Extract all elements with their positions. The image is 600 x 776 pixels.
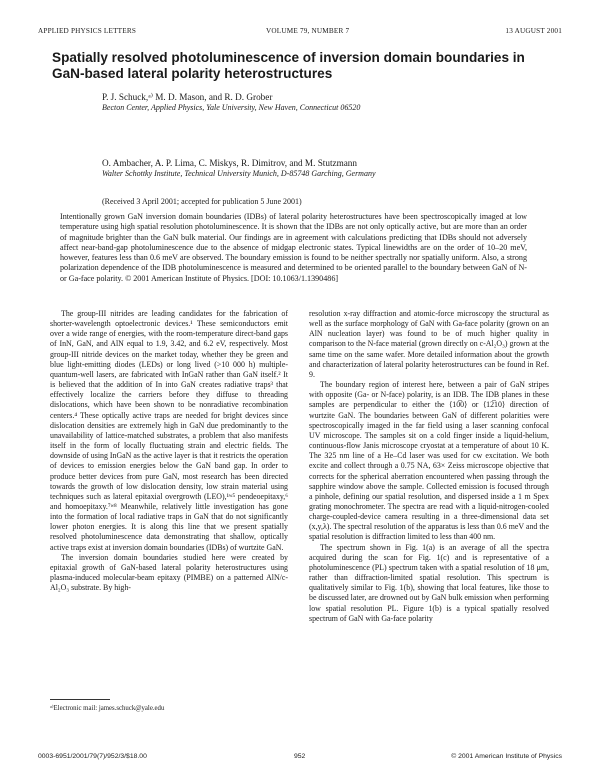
issue-date: 13 AUGUST 2001: [505, 27, 562, 35]
body-column-right: [309, 309, 549, 624]
body-paragraph: The inversion domain boundaries studied here were created by epitaxial growth of GaN-based lateral polarity heterostructures using plasma-induced molecular-beam epitaxy (PIMBE) on a patterned AlN/c-Al₂O₃ substrate. By high-: [50, 552, 288, 593]
body-paragraph: resolution x-ray diffraction and atomic-force microscopy the structural as well as the surface morphology of GaN with Ga-face polarity (grown on an AlN nucleation layer) was found to be of much higher quality in comparison to the N-face material (grown directly on c-Al₂O₃) grown at the same time on the same wafer. More detailed information about the growth and characterization of lateral polarity heterostructures can be found in Ref. 9.: [309, 309, 549, 379]
page-footer: [38, 753, 562, 763]
copyright-notice: © 2001 American Institute of Physics: [451, 753, 562, 760]
body-column-left: [50, 309, 288, 593]
running-head: [38, 27, 562, 37]
received-dates: (Received 3 April 2001; accepted for publication 5 June 2001): [102, 197, 302, 206]
body-paragraph: The boundary region of interest here, between a pair of GaN stripes with opposite (Ga- or N-face) polarity, is an IDB. The IDB planes in these samples are perpendicular to either the ⟨10̅0⟩ or ⟨12̅10⟩ direction of wurtzite GaN. The boundaries between GaN of different polarities were spectroscopically imaged in the far field using a laser scanning confocal UV microscope. The samples sit on a cold finger inside a liquid-helium, continuous-flow Janis microscope cryostat at a temperature of about 10 K. The 325 nm line of a He–Cd laser was used for cw excitation. We both excite and collect through a 0.75 NA, 63× Zeiss microscope objective that corrects for the spherical aberration encountered when passing through the sapphire window above the sample. Collected emission is focused through a pinhole, defining our spatial resolution, and dispersed inside a 1 m Spex grating monochrometer. The spectra are read with a liquid-nitrogen-cooled charge-coupled-device camera resulting in a three-dimensional data set (x,y,λ). The spectral resolution of the apparatus is less than 0.6 meV and the spatial resolution is diffraction limited to less than 400 nm.: [309, 380, 549, 542]
author-list-2: O. Ambacher, A. P. Lima, C. Miskys, R. Dimitrov, and M. Stutzmann: [102, 158, 357, 168]
journal-name: APPLIED PHYSICS LETTERS: [38, 27, 137, 35]
volume-number: VOLUME 79, NUMBER 7: [266, 27, 350, 35]
affiliation-2: Walter Schottky Institute, Technical University Munich, D-85748 Garching, Germany: [102, 169, 376, 178]
body-paragraph: The spectrum shown in Fig. 1(a) is an average of all the spectra acquired during the scan for Fig. 1(c) and is representative of a photoluminescence (PL) spectrum taken with a spatial resolution of 18 μm, rather than diffraction-limited spatial resolution. This spectrum is qualitatively similar to Fig. 1(b), showing that local features, like those to be discussed later, are drowned out by GaN bulk emission when performing low spatial resolution PL. Figure 1(b) is a typical spatially resolved spectrum of GaN with Ga-face polarity: [309, 542, 549, 623]
abstract: Intentionally grown GaN inversion domain boundaries (IDBs) of lateral polarity heterostructures have been spectroscopically imaged at low temperature using high spatial resolution photoluminescence. It is shown that the IDBs are not only optically active, but are more than an order of magnitude brighter than the GaN bulk material. Our findings are in agreement with calculations predicting that IDBs should not adversely affect near-band-gap photoluminescence due to the absence of midgap electronic states. Typical linewidths are on the order of 10–20 meV, however, features less than 0.6 meV are observed. The boundary emission is found to be neither spectrally nor spatially uniform. Also, a strong polarization dependence of the IDB photoluminescence is measured and determined to be oriented parallel to the boundary between GaN of N- or Ga-face polarity. © 2001 American Institute of Physics. [DOI: 10.1063/1.1390486]: [60, 212, 527, 283]
affiliation-1: Becton Center, Applied Physics, Yale University, New Haven, Connecticut 06520: [102, 103, 361, 112]
author-list-1: P. J. Schuck,ᵃ⁾ M. D. Mason, and R. D. Grober: [102, 92, 273, 102]
article-code: 0003-6951/2001/79(7)/952/3/$18.00: [38, 753, 147, 760]
body-paragraph: The group-III nitrides are leading candidates for the fabrication of shorter-wavelength optoelectronic devices.¹ These semiconductors emit over a wide range of energies, with the room-temperature direct-band gaps of InN, GaN, and AlN equal to 1.9, 3.42, and 6.2 eV, respectively. Most group-III nitride devices on the market today, whether they be green and blue light-emitting diodes (LEDs) or long lived (>10 000 h) multiple-quantum-well lasers, are fabricated with InGaN rather than GaN itself.² It is believed that the addition of In into GaN creates radiative traps³ that effectively localize the carriers before they diffuse to threading dislocations, which have been shown to be nonradiative recombination centers.⁴ These optically active traps are needed for bright devices since dislocation densities are extremely high in GaN due predominantly to the unavailability of lattice-matched substrates, a problem that also manifests itself in the form of locally fluctuating strain and electric fields. The downside of using InGaN as the active layer is that it restricts the operation of devices to emission energies below the GaN band gap. In order to produce better devices from pure GaN, most research has been directed towards the growth of low dislocation density, low strain material using techniques such as lateral epitaxial overgrowth (LEO),¹ʷ⁵ pendeoepitaxy,⁶ and homoepitaxy.⁷ʷ⁸ Meanwhile, relatively little investigation has gone into the formation of local radiative traps in GaN that do not significantly lower photon energies. It is along this line that we present spatially resolved photoluminescence data demonstrating that shallow, optically active traps exist at inversion domain boundaries (IDBs) of wurtzite GaN.: [50, 309, 288, 552]
page-number: 952: [294, 753, 306, 760]
paper-title: Spatially resolved photoluminescence of inversion domain boundaries in GaN-based lateral polarity heterostructures: [52, 50, 525, 81]
footnote-email: ᵃ⁾Electronic mail: james.schuck@yale.edu: [50, 705, 165, 712]
footnote-rule: [50, 699, 110, 700]
